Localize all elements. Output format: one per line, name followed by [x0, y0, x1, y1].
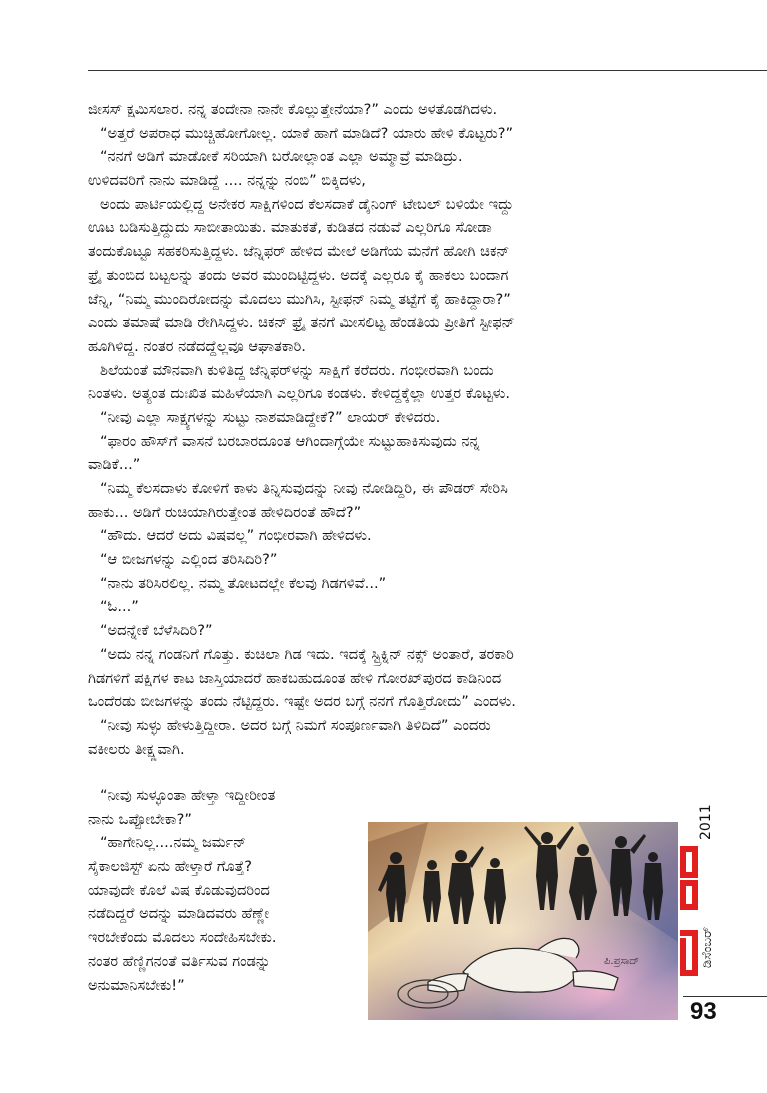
illustration-svg: [368, 822, 678, 1020]
article-line: ಹೂಗಿಳಿದ್ದ. ನಂತರ ನಡೆದದ್ದೆಲ್ಲವೂ ಆಘಾತಕಾರಿ.: [88, 337, 306, 355]
article-line: “ನಾನು ತರಿಸಿರಲಿಲ್ಲ. ನಮ್ಮ ತೋಟದಲ್ಲೇ ಕೆಲವು ಗಿಡಗಳಿವೆ...”: [100, 574, 387, 592]
article-line: “ಹಾಗೇನಿಲ್ಲ....ನಮ್ಮ ಜರ್ಮನ್: [100, 834, 247, 852]
article-line: “ಫಾರಂ ಹೌಸ್‌ಗೆ ವಾಸನೆ ಬರಬಾರದೂಂತ ಆಗಿಂದಾಗ್ಗೆಯೇ ಸುಟ್ಟುಹಾಕಿಸುವುದು ನನ್ನ: [100, 432, 480, 450]
article-line: ಗಿಡಗಳಿಗೆ ಪಕ್ಷಿಗಳ ಕಾಟ ಜಾಸ್ತಿಯಾದರೆ ಹಾಕಬಹುದೂಂತ ಹೇಳಿ ಗೋರಖ್‌ಪುರದ ಕಾಡಿನಿಂದ: [88, 669, 502, 687]
article-line: ಒಂದೆರಡು ಬೀಜಗಳನ್ನು ತಂದು ನೆಟ್ಟಿದ್ದರು. ಇಷ್ಟೇ ಅದರ ಬಗ್ಗೆ ನನಗೆ ಗೊತ್ತಿರೋದು” ಎಂದಳು.: [88, 693, 516, 711]
article-line: ಇರಬೇಕೆಂದು ಮೊದಲು ಸಂದೇಹಿಸಬೇಕು.: [88, 929, 277, 947]
article-line: “ನನಗೆ ಅಡಿಗೆ ಮಾಡೋಕೆ ಸರಿಯಾಗಿ ಬರೋಲ್ಲಾಂತ ಎಲ್ಲಾ ಅಮ್ಮಾವ್ರೆ ಮಾಡಿದ್ರು.: [100, 148, 463, 166]
article-line: ವಕೀಲರು ತೀಕ್ಷ್ಣವಾಗಿ.: [88, 740, 185, 758]
article-line: ಫ್ರೈ ತುಂಬಿದ ಬಟ್ಟಲನ್ನು ತಂದು ಅವರ ಮುಂದಿಟ್ಟಿದ್ದಳು. ಅದಕ್ಕೆ ಎಲ್ಲರೂ ಕೈ ಹಾಕಲು ಬಂದಾಗ: [88, 266, 509, 284]
article-line: ತಂದುಕೊಟ್ಟೂ ಸಹಕರಿಸುತ್ತಿದ್ದಳು. ಜೆನ್ನಿಫರ್ ಹೇಳಿದ ಮೇಲೆ ಅಡಿಗೆಯ ಮನೆಗೆ ಹೋಗಿ ಚಿಕನ್: [88, 243, 510, 261]
article-line: ಉಳಿದವರಿಗೆ ನಾನು ಮಾಡಿದ್ದೆ .... ನನ್ನನ್ನು ನಂಬಿ” ಬಿಕ್ಕಿದಳು,: [88, 172, 366, 190]
article-line: ಹಾಕು... ಅಡಿಗೆ ರುಚಿಯಾಗಿರುತ್ತೇಂತ ಹೇಳಿದಿರಂತೆ ಹೌದೆ?”: [88, 503, 362, 521]
article-line: “ನಿಮ್ಮ ಕೆಲಸದಾಳು ಕೋಳಿಗೆ ಕಾಳು ತಿನ್ನಿಸುವುದನ್ನು ನೀವು ನೋಡಿದ್ದಿರಿ, ಈ ಪೌಡರ್ ಸೇರಿಸಿ: [100, 480, 508, 497]
article-line: ನಂತರ ಹೆಣ್ಣಿಗನಂತೆ ವರ್ತಿಸುವ ಗಂಡನ್ನು: [88, 952, 271, 970]
article-line: ಯಾವುದೇ ಕೊಲೆ ವಿಷ ಕೊಡುವುದರಿಂದ: [88, 881, 270, 899]
article-body: [88, 98, 688, 761]
bottom-rule: [683, 996, 767, 997]
top-rule: [88, 70, 767, 71]
article-line: “ಅದು ನನ್ನ ಗಂಡನಿಗೆ ಗೊತ್ತು. ಕುಚಿಲಾ ಗಿಡ ಇದು. ಇದಕ್ಕೆ ಸ್ಟ್ರಿಕ್ನಿನ್ ನಕ್ಸ್ ಅಂತಾರೆ, ತರಕಾರಿ: [100, 645, 514, 663]
issue-year: 2011: [698, 804, 714, 840]
issue-month: ಡಿಸೆಂಬರ್: [700, 926, 715, 968]
article-line: “ನೀವು ಸುಳ್ಳು ಹೇಳುತ್ತಿದ್ದೀರಾ. ಅದರ ಬಗ್ಗೆ ನಿಮಗೆ ಸಂಪೂರ್ಣವಾಗಿ ತಿಳಿದಿದೆ” ಎಂದರು: [100, 716, 491, 734]
article-line: ಶಿಲೆಯಂತೆ ಮೌನವಾಗಿ ಕುಳಿತಿದ್ದ ಜೆನ್ನಿಫರ್‌ಳನ್ನು ಸಾಕ್ಷಿಗೆ ಕರೆದರು. ಗಂಭೀರವಾಗಿ ಬಂದು: [100, 361, 494, 379]
article-line: ನಿಂತಳು. ಅತ್ಯಂತ ದುಃಖಿತ ಮಹಿಳೆಯಾಗಿ ಎಲ್ಲರಿಗೂ ಕಂಡಳು. ಕೇಳಿದ್ದಕ್ಕೆಲ್ಲಾ ಉತ್ತರ ಕೊಟ್ಟಳು.: [88, 385, 510, 403]
article-column: [88, 784, 370, 997]
article-line: “ಅತ್ತರೆ ಅಪರಾಧ ಮುಚ್ಚಿಹೋಗೋಲ್ಲ. ಯಾಕೆ ಹಾಗೆ ಮಾಡಿದೆ? ಯಾರು ಹೇಳಿ ಕೊಟ್ಟರು?”: [100, 124, 514, 142]
article-line: ಜೀಸಸ್ ಕ್ಷಮಿಸಲಾರ. ನನ್ನ ತಂದೇನಾ ನಾನೇ ಕೊಲ್ಲುತ್ತೇನೆಯಾ?” ಎಂದು ಅಳತೊಡಗಿದಳು.: [88, 101, 498, 118]
article-line: ಸೈಕಾಲಜಿಸ್ಟ್ ಏನು ಹೇಳ್ತಾರೆ ಗೊತ್ತೆ?: [88, 858, 252, 876]
article-line: ನಾನು ಒಪ್ಪೋಬೇಕಾ?”: [88, 810, 192, 828]
article-line: “ನೀವು ಎಲ್ಲಾ ಸಾಕ್ಷ್ಯಗಳನ್ನು ಸುಟ್ಟು ನಾಶಮಾಡಿದ್ದೇಕೆ?” ಲಾಯರ್ ಕೇಳಿದರು.: [100, 408, 441, 426]
article-line: ನಡೆದಿದ್ದರೆ ಅದನ್ನು ಮಾಡಿದವರು ಹೆಣ್ಣೇ: [88, 905, 270, 923]
article-line: ಊಟ ಬಡಿಸುತ್ತಿದ್ದುದು ಸಾಬೀತಾಯಿತು. ಮಾತುಕತೆ, ಕುಡಿತದ ನಡುವೆ ಎಲ್ಲರಿಗೂ ಸೋಡಾ: [88, 219, 492, 237]
article-line: ವಾಡಿಕೆ...”: [88, 456, 141, 474]
article-line: ಅನುಮಾನಿಸಬೇಕು!”: [88, 976, 185, 994]
article-line: “ಆ ಬೀಜಗಳನ್ನು ಎಲ್ಲಿಂದ ತರಿಸಿದಿರಿ?”: [100, 551, 278, 569]
party-crime-illustration: [368, 822, 678, 1020]
article-line: “ಓ...”: [100, 598, 139, 616]
article-line: ಅಂದು ಪಾರ್ಟಿಯಲ್ಲಿದ್ದ ಅನೇಕರ ಸಾಕ್ಷಿಗಳಿಂದ ಕೆಲಸದಾಕೆ ಡೈನಿಂಗ್ ಟೇಬಲ್ ಬಳಿಯೇ ಇದ್ದು: [100, 195, 514, 213]
page-number: 93: [690, 998, 717, 1025]
article-line: “ಹೌದು. ಆದರೆ ಅದು ವಿಷವಲ್ಲ” ಗಂಭೀರವಾಗಿ ಹೇಳಿದಳು.: [100, 527, 372, 545]
article-line: “ನೀವು ಸುಳ್ಳೂಂತಾ ಹೇಳ್ತಾ ಇದ್ದೀರೀಂತ: [100, 787, 276, 804]
article-line: “ಅದನ್ನೇಕೆ ಬೆಳೆಸಿದಿರಿ?”: [100, 622, 213, 640]
article-line: ಎಂದು ತಮಾಷೆ ಮಾಡಿ ರೇಗಿಸಿದ್ದಳು. ಚಿಕನ್ ಫ್ರೈ ತನಗೆ ಮೀಸಲಿಟ್ಟ ಹೆಂಡತಿಯ ಪ್ರೀತಿಗೆ ಸ್ಟೀಫನ್: [88, 314, 515, 332]
article-line: ಜೆನ್ನಿ, “ನಿಮ್ಮ ಮುಂದಿರೋದನ್ನು ಮೊದಲು ಮುಗಿಸಿ, ಸ್ಟೀಫನ್ ನಿಮ್ಮ ತಟ್ಟೆಗೆ ಕೈ ಹಾಕಿದ್ದಾರಾ?”: [88, 290, 511, 308]
artist-signature: ಪಿ.ಪ್ರಸಾದ್: [604, 956, 639, 967]
